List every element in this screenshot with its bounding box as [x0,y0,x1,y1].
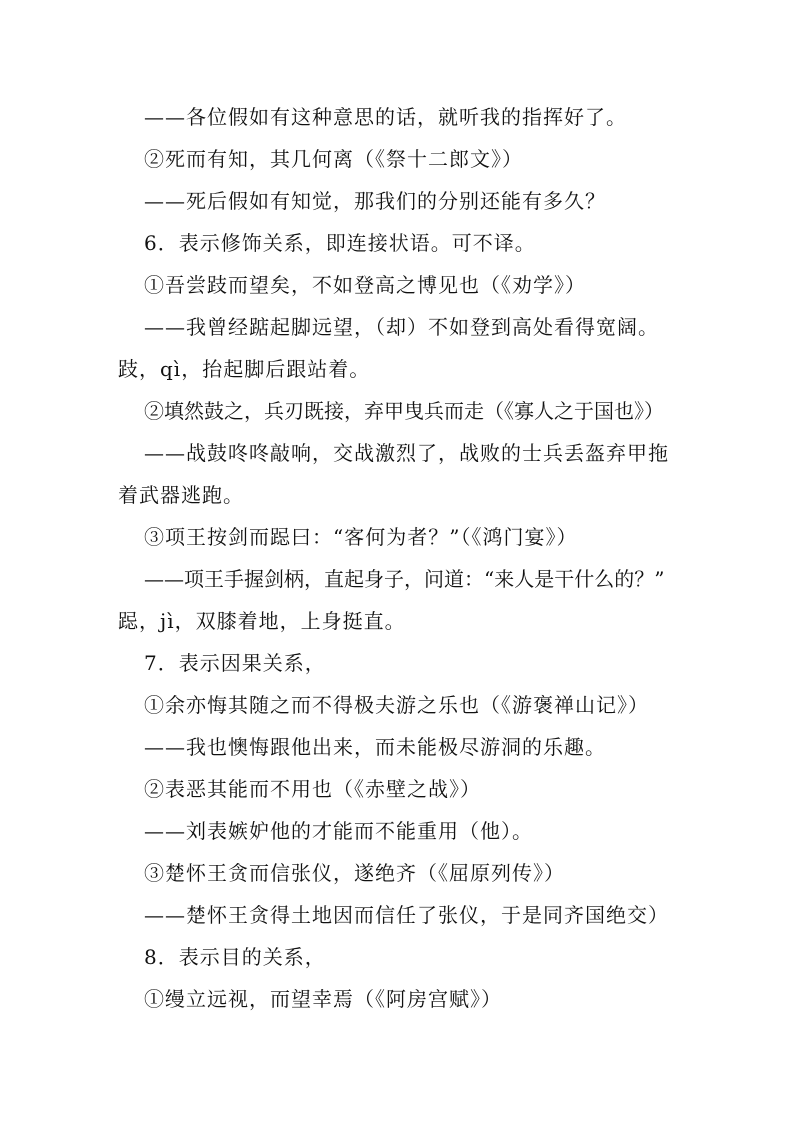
text-line: ②填然鼓之，兵刃既接，弃甲曳兵而走（《寡人之于国也》） [144,399,664,423]
text-line: ——我也懊悔跟他出来，而未能极尽游洞的乐趣。 [144,735,606,759]
section-heading: 8．表示目的关系， [144,945,326,969]
section-heading: 7．表示因果关系， [144,651,326,675]
text-line: ③楚怀王贪而信张仪，遂绝齐（《屈原列传》） [144,861,565,885]
text-line: ②死而有知，其几何离（《祭十二郎文》） [144,147,523,171]
text-line: ——战鼓咚咚敲响，交战激烈了，战败的士兵丢盔弃甲拖 [144,441,669,465]
text-line: ③项王按剑而跽曰：“客何为者？”（《鸿门宴》） [144,525,578,549]
text-line: 跽，jì，双膝着地，上身挺直。 [118,609,406,633]
section-heading: 6．表示修饰关系，即连接状语。可不译。 [144,231,536,255]
text-line: 跂，qì，抬起脚后跟站着。 [118,357,371,381]
text-line: ——刘表嫉妒他的才能而不能重用（他）。 [144,819,533,843]
text-line: ①缦立远视，而望幸焉（《阿房宫赋》） [144,987,502,1011]
text-line: ——楚怀王贪得土地因而信任了张仪，于是同齐国绝交） [144,903,669,927]
text-line: ——项王手握剑柄，直起身子，问道：“来人是干什么的？” [144,567,665,591]
text-line: ①吾尝跂而望矣，不如登高之博见也（《劝学》） [144,273,586,297]
text-line: ——死后假如有知觉，那我们的分别还能有多久？ [144,189,606,213]
text-line: ①余亦悔其随之而不得极夫游之乐也（《游褒禅山记》） [144,693,649,717]
text-line: ——我曾经踮起脚远望，（却）不如登到高处看得宽阔。 [144,315,659,339]
text-line: 着武器逃跑。 [118,483,244,507]
text-line: ——各位假如有这种意思的话，就听我的指挥好了。 [144,105,627,129]
text-line: ②表恶其能而不用也（《赤壁之战》） [144,777,481,801]
